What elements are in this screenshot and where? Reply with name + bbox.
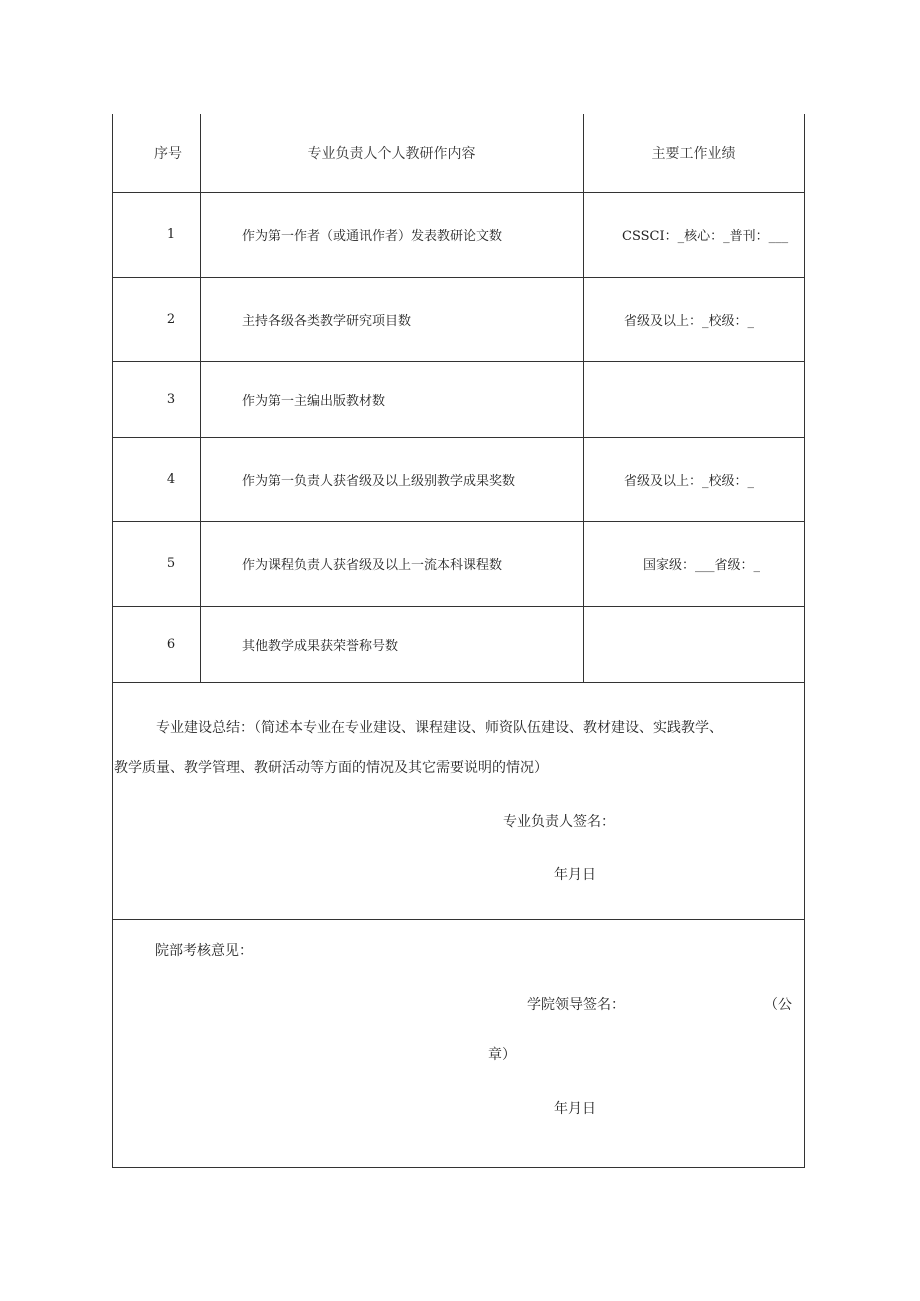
row-4-achievement: 省级及以上：_校级：_ — [624, 473, 755, 489]
review-date: 年月日 — [554, 1101, 596, 1117]
row-3-content: 作为第一主编出版教材数 — [242, 393, 386, 409]
evaluation-form — [112, 114, 805, 1168]
row-3-seq: 3 — [166, 391, 176, 407]
row-2-content: 主持各级各类教学研究项目数 — [242, 313, 412, 329]
summary-line-1: 专业建设总结：（简述本专业在专业建设、课程建设、师资队伍建设、教材建设、实践教学、 — [156, 720, 723, 736]
row-4-content: 作为第一负责人获省级及以上级别教学成果奖数 — [242, 473, 516, 489]
header-achievements: 主要工作业绩 — [651, 146, 736, 162]
header-seq: 序号 — [154, 146, 182, 162]
row-1-seq: 1 — [166, 227, 176, 242]
review-seal-close: 章） — [488, 1047, 516, 1063]
row-6-achievement — [624, 606, 804, 682]
row-1-content: 作为第一作者（或通讯作者）发表教研论文数 — [242, 229, 503, 244]
summary-signature-label: 专业负责人签名： — [503, 814, 615, 830]
row-2-seq: 2 — [166, 311, 176, 327]
row-5-achievement: 国家级：___省级：_ — [643, 558, 761, 573]
header-content: 专业负责人个人教研作内容 — [307, 146, 476, 162]
row-6-seq: 6 — [166, 636, 176, 652]
row-4-seq: 4 — [166, 471, 176, 487]
row-divider — [112, 682, 805, 683]
section-divider — [112, 919, 805, 920]
row-5-content: 作为课程负责人获省级及以上一流本科课程数 — [242, 558, 503, 573]
row-3-achievement — [624, 361, 804, 437]
table-border-right — [804, 114, 805, 1168]
row-6-content: 其他教学成果获荣誉称号数 — [242, 638, 399, 654]
row-5-seq: 5 — [166, 556, 176, 571]
row-2-achievement: 省级及以上：_校级：_ — [624, 313, 755, 329]
review-signature-label: 学院领导签名： — [527, 997, 625, 1013]
summary-line-2: 教学质量、教学管理、教研活动等方面的情况及其它需要说明的情况） — [114, 760, 548, 776]
review-label: 院部考核意见： — [155, 943, 253, 959]
column-divider-2 — [583, 114, 584, 682]
table-border-bottom — [112, 1167, 805, 1168]
review-seal-open: （公 — [764, 997, 792, 1013]
row-1-achievement: CSSCI：_核心：_普刊：___ — [622, 229, 789, 244]
summary-date: 年月日 — [554, 867, 596, 883]
